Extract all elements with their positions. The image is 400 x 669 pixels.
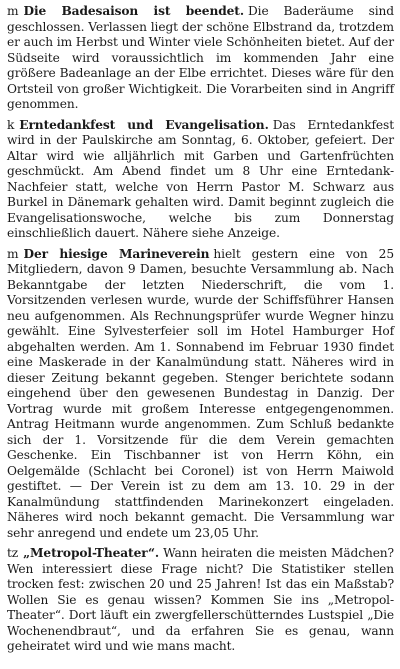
article-erntedankfest bbox=[7, 118, 394, 242]
article-marineverein bbox=[7, 247, 394, 542]
author-mark: tz bbox=[7, 546, 19, 560]
article-metropol-theater bbox=[7, 546, 394, 655]
article-body: Die Baderäume sind geschlossen. Verlassen liegt der schöne Elbstrand da, trotzdem er auch im Herbst und Winter viele Schönheiten bietet. Auf der Südseite wird voraussichtlich im kommenden Jahr eine größere Badeanlage an der Elbe errichtet. Dieses wäre für den Ortsteil von großer Wichtigkeit. Die Vorarbeiten sind in Angriff genommen. bbox=[7, 4, 394, 111]
article-headline: „Metropol-Theater“. bbox=[23, 546, 160, 560]
article-body: hielt gestern eine von 25 Mitgliedern, davon 9 Damen, besuchte Versammlung ab. Nach Bekanntgabe der letzten Niederschrift, die vom 1. Vorsitzenden verlesen wurde, wurde der Schiffsführer Hansen neu aufgenommen. Als Rechnungsprüfer wurde Wegner hinzu gewählt. Eine Sylvesterfeier soll im Hotel Hamburger Hof abgehalten werden. Am 1. Sonnabend im Februar 1930 findet eine Maskerade in der Kanalmündung statt. Näheres wird in dieser Zeitung bekannt gegeben. Stenger berichtete sodann eingehend über den gewesenen Bundestag in Danzig. Der Vortrag wurde mit großem Interesse entgegengenommen. Antrag Heitmann wurde angenommen. Zum Schluß bedankte sich der 1. Vorsitzende für die dem Verein gemachten Geschenke. Ein Tischbanner ist von Herrn Köhn, ein Oelgemälde (Schlacht bei Coronel) ist von Herrn Maiwold gestiftet. — Der Verein ist zu dem am 13. 10. 29 in der Kanalmündung stattfindenden Marinekonzert eingeladen. Näheres wird noch bekannt gemacht. Die Versammlung war sehr anregend und endete um 23,05 Uhr. bbox=[7, 246, 394, 540]
article-headline: Der hiesige Marineverein bbox=[23, 246, 210, 261]
article-headline: Erntedankfest und Evangelisation. bbox=[19, 117, 269, 132]
article-body: Wann heiraten die meisten Mädchen? Wen interessiert diese Frage nicht? Die Statistiker stellen trocken fest: zwischen 20 und 25 Jahren! Ist das ein Maßstab? Wollen Sie es genau wissen? Kommen Sie ins „Metropol-Theater“. Dort läuft ein zwergfellerschütterndes Lustspiel „Die Wochenendbraut“, und da erfahren Sie es genau, wann geheiratet wird und wie mans macht. bbox=[7, 546, 394, 653]
article-paragraph bbox=[7, 118, 394, 242]
author-mark: m bbox=[7, 246, 19, 261]
article-badesaison bbox=[7, 4, 394, 113]
article-body: Das Erntedankfest wird in der Paulskirche am Sonntag, 6. Oktober, gefeiert. Der Altar wird wie alljährlich mit Garben und Gartenfrüchten geschmückt. Am Abend findet um 8 Uhr eine Erntedank-Nachfeier statt, welche von Herrn Pastor M. Schwarz aus Burkel in Dänemark gehalten wird. Damit beginnt zugleich die Evangelisationswoche, welche bis zum Donnerstag einschließlich dauert. Nähere siehe Anzeige. bbox=[7, 117, 394, 240]
article-paragraph bbox=[7, 546, 394, 655]
author-mark: k bbox=[7, 117, 15, 132]
article-paragraph bbox=[7, 4, 394, 113]
article-paragraph bbox=[7, 247, 394, 542]
author-mark: m bbox=[7, 4, 19, 18]
article-headline: Die Badesaison ist beendet. bbox=[23, 4, 244, 18]
